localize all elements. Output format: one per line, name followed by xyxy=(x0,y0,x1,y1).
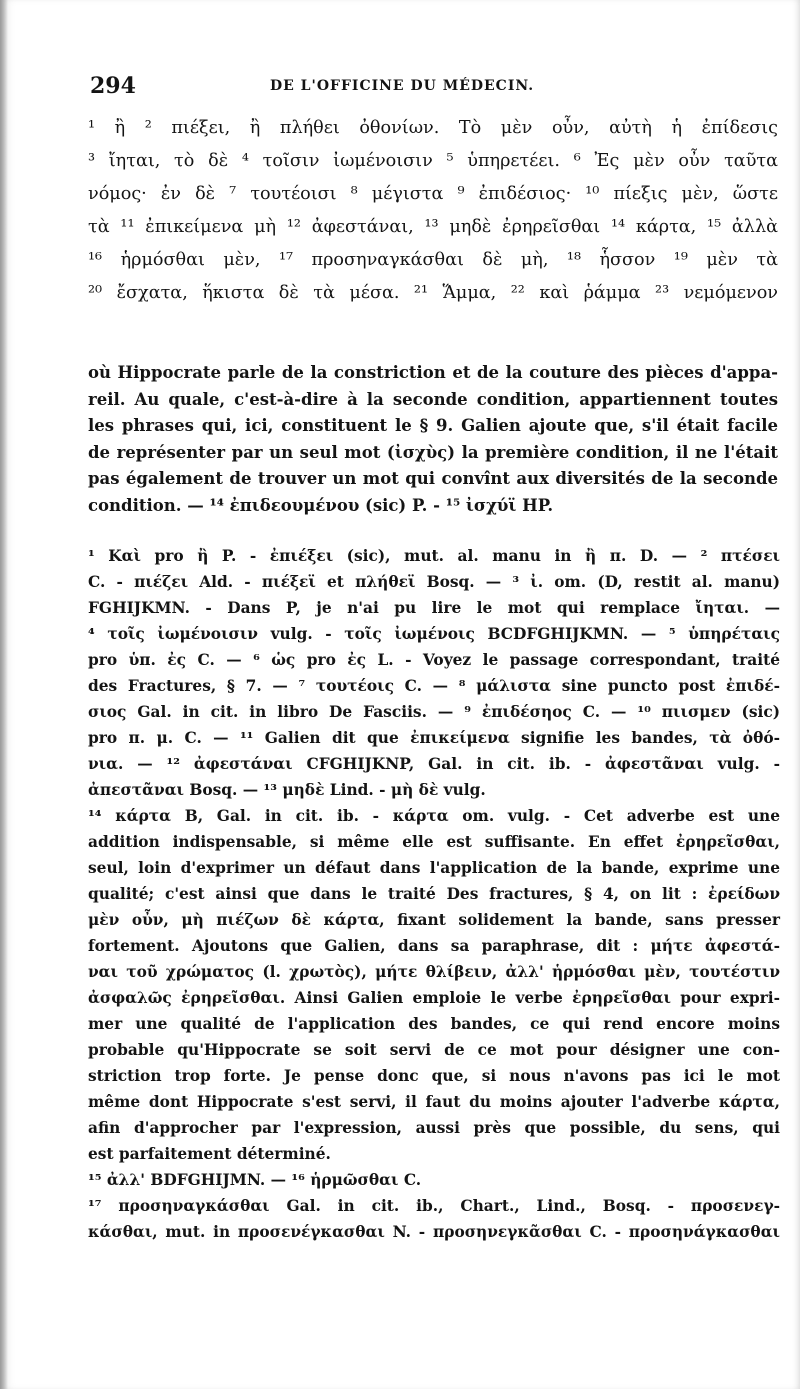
note-line: C. - πιέζει Ald. - πιέξεϊ et πλήθεϊ Bosq. — ³ ἰ. om. (D, restit al. manu) xyxy=(88,573,780,591)
note-line: ¹⁵ ἀλλ' BDFGHIJMN. — ¹⁶ ἡρμῶσθαι C. xyxy=(88,1171,422,1189)
greek-line: νόμος· ἐν δὲ ⁷ τουτέοισι ⁸ μέγιστα ⁹ ἐπιδέσιος· ¹⁰ πίεξις μὲν, ὥστε xyxy=(88,184,778,204)
note-line: ἀσφαλῶς ἐρηρεῖσθαι. Ainsi Galien emploie le verbe ἐρηρεῖσθαι pour expri- xyxy=(88,989,780,1007)
note-line: ⁴ τοῖς ἰωμένοισιν vulg. - τοῖς ἰωμένοις BCDFGHIJKMN. — ⁵ ὑπηρέταις xyxy=(88,625,780,643)
note-line: mer une qualité de l'application des bandes, ce qui rend encore moins xyxy=(88,1015,780,1033)
note-line: ¹⁴ κάρτα B, Gal. in cit. ib. - κάρτα om. vulg. - Cet adverbe est une xyxy=(88,807,780,825)
note-line: ἀπεστᾶναι Bosq. — ¹³ μηδὲ Lind. - μὴ δὲ vulg. xyxy=(88,781,486,799)
note-line: addition indispensable, si même elle est suffisante. En effet ἐρηρεῖσθαι, xyxy=(88,833,780,851)
note-line: striction trop forte. Je pense donc que, si nous n'avons pas ici le mot xyxy=(88,1067,780,1085)
commentary-line: condition. — ¹⁴ ἐπιδεουμένου (sic) P. - ¹⁵ ἰσχύϊ HP. xyxy=(88,495,554,515)
note-line: même dont Hippocrate s'est servi, il faut du moins ajouter l'adverbe κάρτα, xyxy=(88,1093,780,1111)
note-line: pro π. μ. C. — ¹¹ Galien dit que ἐπικείμενα signifie les bandes, τὰ ὀθό- xyxy=(88,729,780,747)
greek-line: ¹ ἢ ² πιέξει, ἢ πλήθει ὀθονίων. Τὸ μὲν οὖν, αὐτὴ ἡ ἐπίδεσις xyxy=(88,118,778,138)
note-line: νια. — ¹² ἀφεστάναι CFGHIJKNP, Gal. in cit. ib. - ἀφεστᾶναι vulg. - xyxy=(88,755,780,773)
page-header xyxy=(90,73,780,103)
note-line: σιος Gal. in cit. in libro De Fasciis. — ⁹ ἐπιδέσηος C. — ¹⁰ πιισμεν (sic) xyxy=(88,703,780,721)
page-fold-shadow xyxy=(0,0,8,1389)
note-line: FGHIJKMN. - Dans P, je n'ai pu lire le mot qui remplace ἴηται. — xyxy=(88,599,780,617)
page-number: 294 xyxy=(90,73,136,99)
note-line: ¹⁷ προσηναγκάσθαι Gal. in cit. ib., Chart., Lind., Bosq. - προσενεγ- xyxy=(88,1197,780,1215)
commentary-line: de représenter par un seul mot (ἰσχὺς) la première condition, il ne l'était xyxy=(88,442,778,462)
note-line: probable qu'Hippocrate se soit servi de ce mot pour désigner une con- xyxy=(88,1041,780,1059)
note-line: ναι τοῦ χρώματος (l. χρωτὸς), μήτε θλίβειν, ἀλλ' ἡρμόσθαι μὲν, τουτέστιν xyxy=(88,963,780,981)
greek-line: τὰ ¹¹ ἐπικείμενα μὴ ¹² ἀφεστάναι, ¹³ μηδὲ ἐρηρεῖσθαι ¹⁴ κάρτα, ¹⁵ ἀλλὰ xyxy=(88,217,778,237)
note-line: pro ὑπ. ἐς C. — ⁶ ὡς pro ἐς L. - Voyez le passage correspondant, traité xyxy=(88,651,780,669)
note-line: ¹ Καὶ pro ἢ P. - ἐπιέξει (sic), mut. al. manu in ἢ π. D. — ² πτέσει xyxy=(88,547,780,565)
note-line: est parfaitement déterminé. xyxy=(88,1145,331,1163)
note-line: seul, loin d'exprimer un défaut dans l'application de la bande, exprime une xyxy=(88,859,780,877)
greek-line: ¹⁶ ἡρμόσθαι μὲν, ¹⁷ προσηναγκάσθαι δὲ μὴ, ¹⁸ ἧσσον ¹⁹ μὲν τὰ xyxy=(88,250,778,270)
commentary-block xyxy=(88,360,778,519)
commentary-line: les phrases qui, ici, constituent le § 9. Galien ajoute que, s'il était facile xyxy=(88,416,778,435)
note-line: μὲν οὖν, μὴ πιέζων δὲ κάρτα, fixant solidement la bande, sans presser xyxy=(88,911,780,929)
note-line: des Fractures, § 7. — ⁷ τουτέοις C. — ⁸ μάλιστα sine puncto post ἐπιδέ- xyxy=(88,677,780,695)
greek-text-block xyxy=(88,112,778,310)
commentary-line: reil. Au quale, c'est-à-dire à la seconde condition, appartiennent toutes xyxy=(88,389,778,409)
commentary-line: où Hippocrate parle de la constriction et de la couture des pièces d'appa- xyxy=(88,363,778,382)
note-line: qualité; c'est ainsi que dans le traité Des fractures, § 4, on lit : ἐρείδων xyxy=(88,885,780,903)
greek-line: ²⁰ ἔσχατα, ἥκιστα δὲ τὰ μέσα. ²¹ Ἅμμα, ²² καὶ ῥάμμα ²³ νεμόμενον xyxy=(88,283,778,303)
commentary-line: pas également de trouver un mot qui convînt aux diversités de la seconde xyxy=(88,469,778,488)
critical-notes-block xyxy=(88,543,780,1245)
note-line: κάσθαι, mut. in προσενέγκασθαι N. - προσηνεγκᾶσθαι C. - προσηνάγκασθαι xyxy=(88,1223,780,1241)
note-line: fortement. Ajoutons que Galien, dans sa paraphrase, dit : μήτε ἀφεστά- xyxy=(88,937,780,955)
running-head: DE L'OFFICINE DU MÉDECIN. xyxy=(270,78,535,94)
greek-line: ³ ἴηται, τὸ δὲ ⁴ τοῖσιν ἰωμένοισιν ⁵ ὑπηρετέει. ⁶ Ἐς μὲν οὖν ταῦτα xyxy=(88,151,778,171)
note-line: afin d'approcher par l'expression, aussi près que possible, du sens, qui xyxy=(88,1119,780,1137)
